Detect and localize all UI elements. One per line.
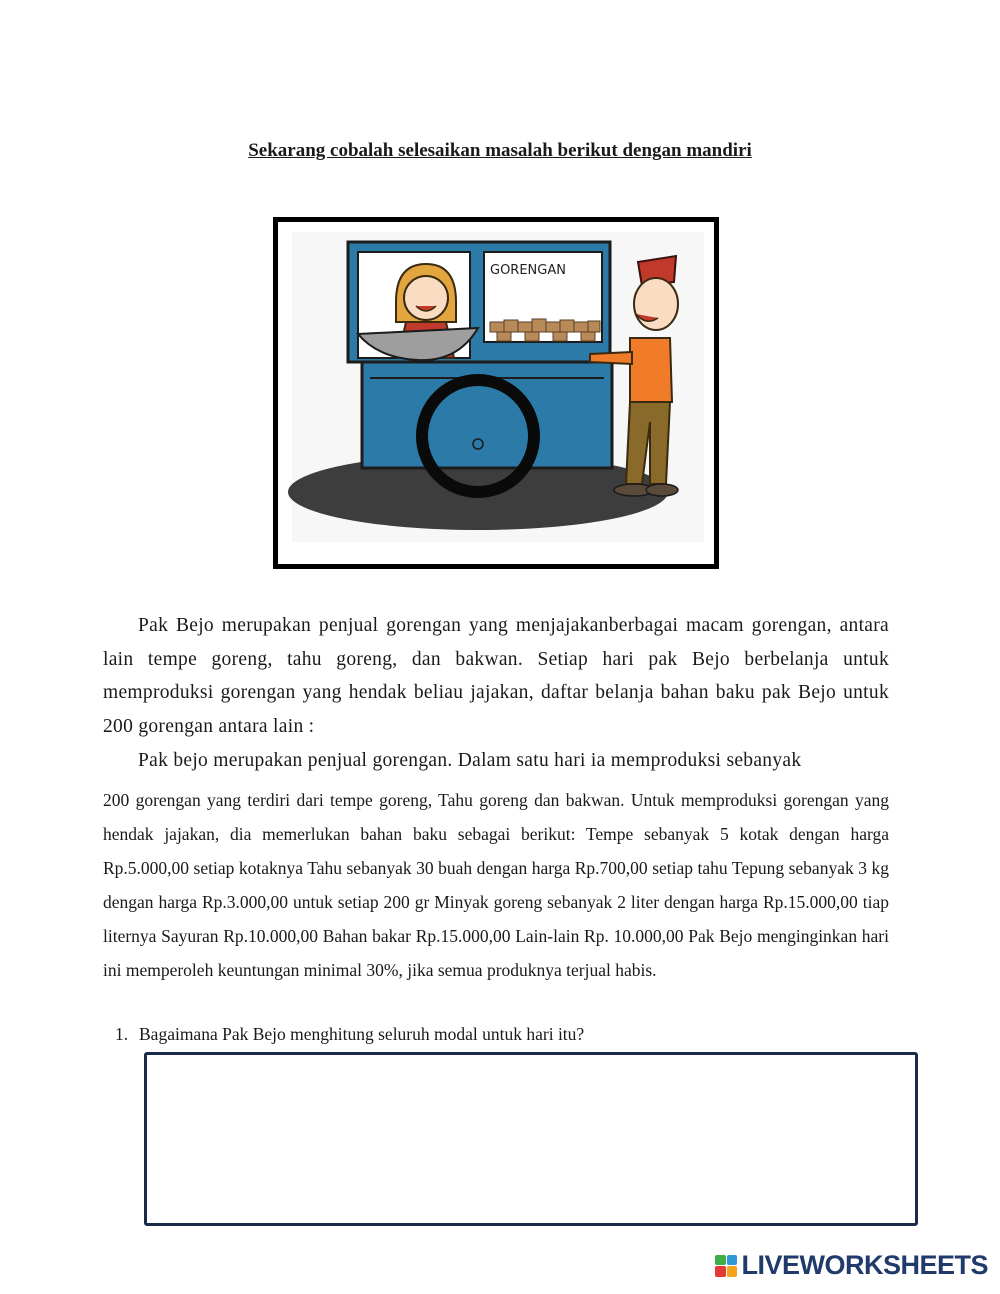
- cart-drawing: [278, 222, 714, 564]
- question-1: [115, 1024, 584, 1045]
- page-title: Sekarang cobalah selesaikan masalah berikut dengan mandiri: [248, 140, 752, 161]
- story-paragraph-1: [103, 609, 889, 743]
- gorengan-cart-illustration: [273, 217, 719, 569]
- gorengan-sign: GORENGAN: [490, 263, 566, 278]
- question-1-number: 1.: [115, 1024, 129, 1044]
- story-paragraph-2: 200 gorengan yang terdiri dari tempe goreng, Tahu goreng dan bakwan. Untuk memproduksi gorengan yang hendak jajakan, dia memerlukan bahan baku sebagai berikut: Tempe sebanyak 5 kotak dengan harga Rp.5.000,00 setiap kotaknya Tahu sebanyak 30 buah dengan harga Rp.700,00 setiap tahu Tepung sebanyak 3 kg dengan harga Rp.3.000,00 untuk setiap 200 gr Minyak goreng sebanyak 2 liter dengan harga Rp.15.000,00 tiap liternya Sayuran Rp.10.000,00 Bahan bakar Rp.15.000,00 Lain-lain Rp. 10.000,00 Pak Bejo menginginkan hari ini memperoleh keuntungan minimal 30%, jika semua produknya terjual habis.: [103, 790, 889, 980]
- story-paragraph-1-text: Pak Bejo merupakan penjual gorengan yang menjajakanberbagai macam gorengan, antara lain tempe goreng, tahu goreng, dan bakwan. Setiap hari pak Bejo berbelanja untuk memproduksi gorengan yang hendak beliau jajakan, daftar belanja bahan baku pak Bejo untuk 200 gorengan antara lain :: [103, 615, 889, 737]
- liveworksheets-logo-icon: [715, 1255, 737, 1277]
- story-paragraph-2-first-line-text: Pak bejo merupakan penjual gorengan. Dalam satu hari ia memproduksi sebanyak: [138, 750, 802, 771]
- story-paragraph-2-first-line: [103, 745, 889, 777]
- liveworksheets-wordmark: LIVEWORKSHEETS: [741, 1250, 988, 1280]
- liveworksheets-brand: [715, 1250, 988, 1281]
- answer-input-1[interactable]: [144, 1052, 918, 1226]
- question-1-text: Bagaimana Pak Bejo menghitung seluruh modal untuk hari itu?: [139, 1024, 585, 1044]
